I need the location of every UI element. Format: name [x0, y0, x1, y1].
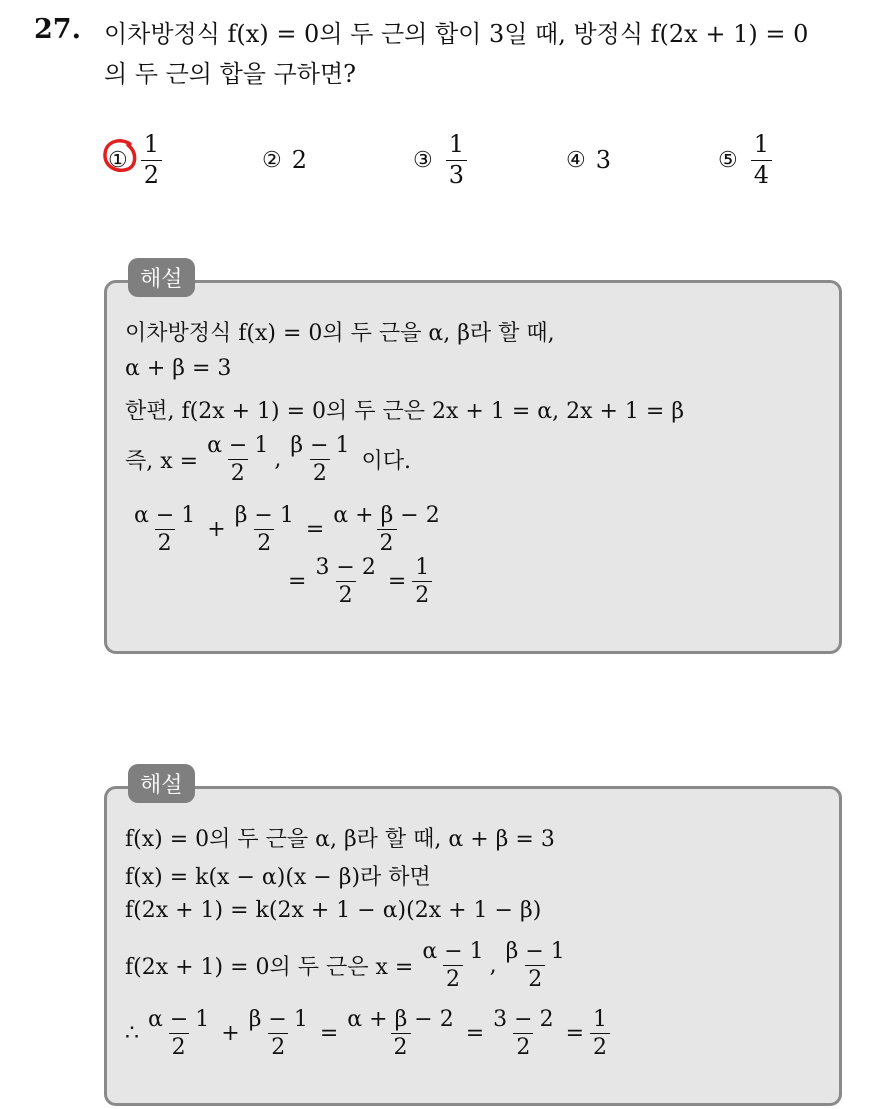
question-line-1: 이차방정식 f(x) = 0의 두 근의 합이 3일 때, 방정식 f(2x + 1) = 0 — [104, 20, 809, 48]
solution2-l4-comma: , — [489, 953, 497, 979]
solution2-l4-frac-1-den: 2 — [443, 965, 463, 991]
solution2-l4-frac-2 — [503, 940, 568, 991]
solution1-l6-frac-1-num: 3 − 2 — [315, 555, 376, 580]
solution2-l5-eq3: = — [565, 1021, 585, 1047]
choice-3-fraction — [446, 132, 467, 187]
solution2-l5-frac-4-den: 2 — [513, 1033, 533, 1059]
solution1-line-3: 한편, f(2x + 1) = 0의 두 근은 2x + 1 = α, 2x + 1 = β — [125, 399, 685, 424]
solution2-l5-frac-1 — [145, 1008, 212, 1059]
solution2-l5-frac-2 — [246, 1008, 311, 1059]
solution2-l4-frac-1 — [419, 940, 486, 991]
solution1-line-1: 이차방정식 f(x) = 0의 두 근을 α, β라 할 때, — [125, 321, 555, 346]
solution2-l5-frac-2-den: 2 — [268, 1033, 288, 1059]
choice-4-value: 3 — [595, 146, 612, 174]
solution1-l4-frac-1-num: α − 1 — [207, 433, 269, 458]
solution1-l4-pre: 즉, x = — [125, 449, 199, 475]
solution1-l6-frac-2 — [412, 556, 432, 607]
question-number: 27. — [34, 14, 81, 45]
solution2-l5-plus: + — [221, 1021, 240, 1047]
solution1-l5-frac-3 — [330, 504, 442, 555]
solution1-l5-frac-3-den: 2 — [377, 529, 397, 555]
solution1-l4-frac-1-den: 2 — [228, 459, 248, 485]
solution1-l5-frac-1-den: 2 — [155, 529, 175, 555]
solution1-l4-frac-2-den: 2 — [310, 459, 330, 485]
solution1-l4-comma: , — [274, 447, 282, 473]
solution1-l6-eq2: = — [387, 569, 407, 595]
choice-1-number: ① — [108, 147, 128, 173]
solution1-l6-frac-2-num: 1 — [415, 555, 430, 580]
solution2-line-4 — [125, 940, 571, 991]
choice-3-number: ③ — [413, 147, 433, 173]
choice-1-denominator: 2 — [141, 160, 162, 188]
solution2-l5-frac-3-num: α + β − 2 — [347, 1007, 454, 1032]
solution2-l5-frac-1-num: α − 1 — [148, 1007, 210, 1032]
solution2-l4-pre: f(2x + 1) = 0의 두 근은 x = — [125, 955, 414, 981]
choice-4[interactable] — [566, 130, 611, 190]
solution2-line-2: f(x) = k(x − α)(x − β)라 하면 — [125, 865, 431, 890]
solution2-line-3: f(2x + 1) = k(2x + 1 − α)(2x + 1 − β) — [125, 898, 542, 923]
solution2-l5-eq1: = — [319, 1021, 339, 1047]
question-line-2: 의 두 근의 합을 구하면? — [104, 60, 357, 88]
choice-5-number: ⑤ — [718, 147, 738, 173]
solution1-l5-frac-2-den: 2 — [254, 529, 274, 555]
red-circle-mark-icon — [100, 136, 140, 176]
solution2-line-1: f(x) = 0의 두 근을 α, β라 할 때, α + β = 3 — [125, 827, 555, 852]
solution1-l5-plus: + — [207, 517, 226, 543]
choice-1-numerator: 1 — [143, 130, 160, 159]
solution2-l5-frac-4-num: 3 − 2 — [493, 1007, 554, 1032]
choice-1-fraction — [141, 132, 162, 187]
solution2-l4-frac-2-den: 2 — [525, 965, 545, 991]
choice-2-value: 2 — [291, 146, 308, 174]
solution1-line-4 — [125, 434, 411, 485]
solution1-l6-eq: = — [288, 569, 307, 595]
solution2-l5-frac-2-num: β − 1 — [248, 1007, 308, 1032]
solution1-l6-frac-1 — [312, 556, 378, 607]
solution2-l5-frac-5-den: 2 — [590, 1033, 610, 1059]
solution-tag-1: 해설 — [128, 258, 195, 297]
solution2-l5-frac-3-den: 2 — [391, 1033, 411, 1059]
solution1-l5-eq: = — [305, 517, 325, 543]
solution1-l5-frac-3-num: α + β − 2 — [333, 503, 440, 528]
solution1-l5-frac-2-num: β − 1 — [234, 503, 294, 528]
choice-5-numerator: 1 — [753, 130, 770, 159]
choice-5-denominator: 4 — [751, 160, 772, 188]
solution1-line-5 — [128, 504, 446, 555]
solution2-l5-frac-3 — [344, 1008, 456, 1059]
choice-3-numerator: 1 — [448, 130, 465, 159]
solution1-l5-frac-1-num: α − 1 — [134, 503, 196, 528]
therefore-symbol: ∴ — [125, 1021, 139, 1047]
solution1-l4-post: 이다. — [361, 449, 411, 475]
solution1-l6-frac-2-den: 2 — [412, 581, 432, 607]
choice-3[interactable] — [413, 130, 470, 190]
solution1-l4-frac-1 — [204, 434, 271, 485]
choice-4-number: ④ — [566, 147, 586, 173]
choice-5[interactable] — [718, 130, 775, 190]
solution1-l4-frac-2-num: β − 1 — [290, 433, 350, 458]
solution2-l5-eq2: = — [465, 1021, 485, 1047]
solution2-l5-frac-1-den: 2 — [169, 1033, 189, 1059]
solution2-l4-frac-1-num: α − 1 — [422, 939, 484, 964]
choice-5-fraction — [751, 132, 772, 187]
solution2-l5-frac-5-num: 1 — [593, 1007, 608, 1032]
solution2-l5-frac-4 — [490, 1008, 556, 1059]
solution2-l4-frac-2-num: β − 1 — [505, 939, 565, 964]
choice-3-denominator: 3 — [446, 160, 467, 188]
solution-tag-2: 해설 — [128, 764, 195, 803]
solution2-line-5 — [125, 1008, 613, 1059]
solution1-l4-frac-2 — [287, 434, 352, 485]
solution2-l5-frac-5 — [590, 1008, 610, 1059]
question-text — [104, 14, 874, 94]
solution1-l5-frac-1 — [131, 504, 198, 555]
solution1-line-6 — [288, 556, 435, 607]
choice-2-number: ② — [262, 147, 282, 173]
solution1-l5-frac-2 — [232, 504, 297, 555]
choice-2[interactable] — [262, 130, 307, 190]
solution1-line-2: α + β = 3 — [125, 356, 232, 381]
solution1-l6-frac-1-den: 2 — [336, 581, 356, 607]
